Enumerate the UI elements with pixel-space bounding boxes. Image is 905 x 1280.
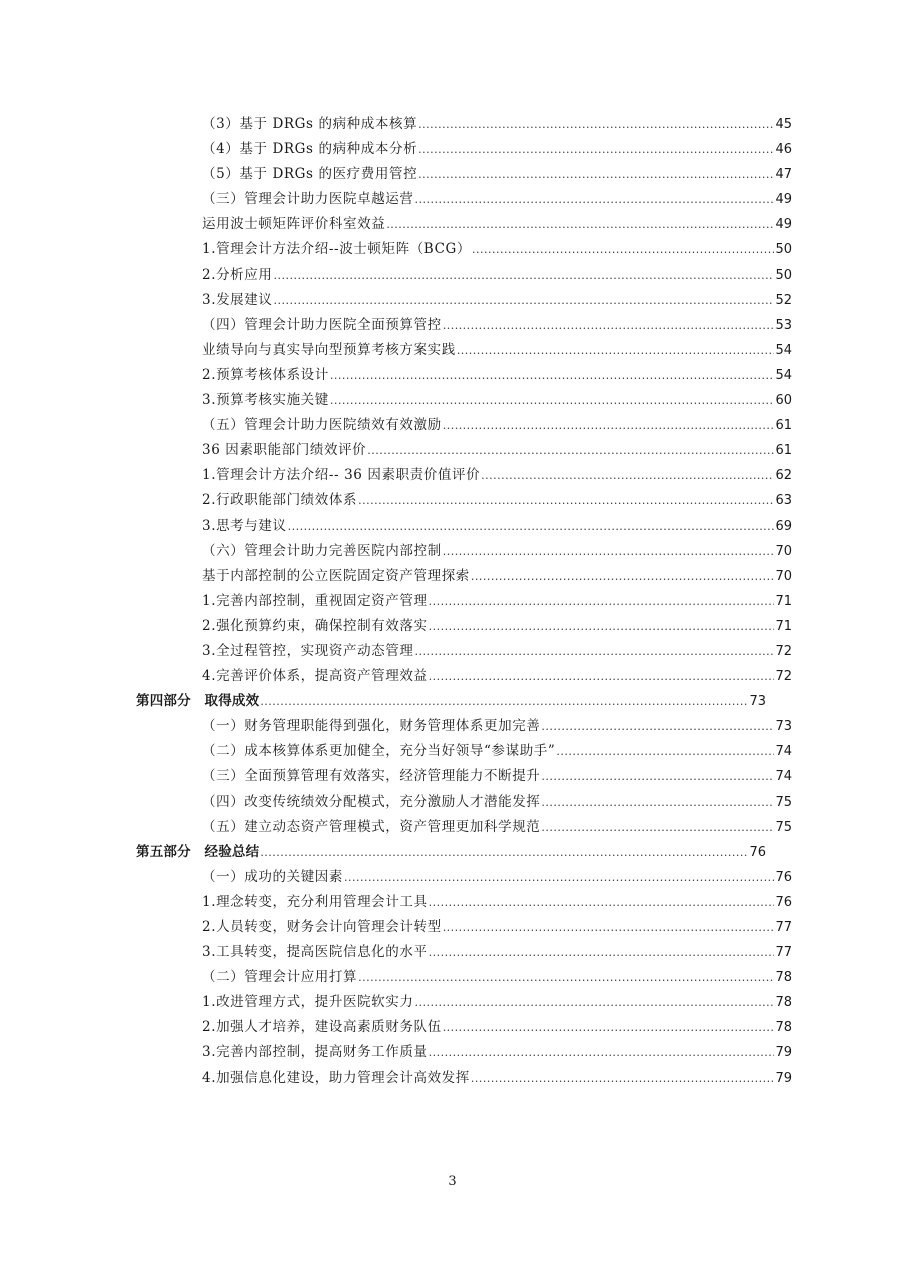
toc-entry[interactable] [202,1043,792,1062]
toc-entry-label: 3.完善内部控制，提高财务工作质量 [202,1044,428,1061]
toc-entry[interactable] [202,868,792,887]
toc-entry-row[interactable] [0,363,905,388]
toc-entry-row[interactable] [0,815,905,840]
toc-entry-row[interactable] [0,714,905,739]
toc-entry-row[interactable] [0,990,905,1015]
toc-entry[interactable] [202,517,792,536]
toc-entry-page: 78 [775,970,792,986]
toc-entry[interactable] [202,542,792,561]
dot-leader [457,342,775,360]
toc-entry[interactable] [202,416,792,435]
toc-entry-label: 36 因素职能部门绩效评价 [202,442,367,459]
toc-entry-label: （二）成本核算体系更加健全，充分当好领导“参谋助手” [202,743,556,760]
toc-entry[interactable] [202,1069,792,1088]
toc-entry[interactable] [202,793,792,812]
toc-entry[interactable] [202,291,792,310]
toc-entry[interactable] [202,968,792,987]
toc-entry-label: （二）管理会计应用打算 [202,969,358,986]
toc-entry-page: 63 [775,493,792,509]
dot-leader [429,894,775,912]
toc-entry[interactable] [202,993,792,1012]
toc-entry[interactable] [202,918,792,937]
toc-entry-page: 54 [775,367,792,383]
toc-entry-page: 49 [775,217,792,233]
toc-entry-label: 1.改进管理方式，提升医院软实力 [202,994,414,1011]
toc-entry[interactable] [202,240,792,259]
toc-part-row[interactable] [0,840,905,865]
toc-entry-row[interactable] [0,865,905,890]
dot-leader [541,819,774,837]
toc-entry-row[interactable] [0,790,905,815]
toc-entry-page: 47 [775,167,792,183]
toc-entry-page: 73 [775,719,792,735]
page-number: 3 [448,1174,457,1189]
toc-entry-row[interactable] [0,915,905,940]
toc-entry-page: 76 [775,894,792,910]
toc-entry[interactable] [202,366,792,385]
toc-entry-label: 2.预算考核体系设计 [202,366,329,383]
toc-entry-row[interactable] [0,212,905,237]
toc-entry-row[interactable] [0,890,905,915]
toc-entry-row[interactable] [0,438,905,463]
toc-entry-label: 2.分析应用 [202,266,273,283]
toc-entry[interactable] [202,1018,792,1037]
dot-leader [443,317,775,335]
dot-leader [260,844,748,862]
dot-leader [541,718,774,736]
toc-entry-page: 45 [775,117,792,132]
dot-leader [471,1070,775,1088]
toc-entry-page: 50 [775,267,792,283]
toc-entry-label: （四）管理会计助力医院全面预算管控 [202,316,442,333]
toc-entry-label: （一）成功的关键因素 [202,868,343,885]
toc-entry-row[interactable] [0,564,905,589]
toc-entry-label: 第五部分 经验总结 [136,843,260,860]
toc-entry-label: 3.工具转变，提高医院信息化的水平 [202,944,428,961]
dot-leader [358,969,774,987]
dot-leader [429,944,775,962]
toc-entry-label: 运用波士顿矩阵评价科室效益 [202,216,386,233]
toc-entry[interactable] [202,642,792,661]
toc-entry[interactable] [202,491,792,510]
toc-entry[interactable] [202,190,792,209]
toc-entry[interactable] [202,893,792,912]
dot-leader [443,417,775,435]
toc-entry-row[interactable] [0,1040,905,1065]
toc-entry-page: 71 [775,618,792,634]
toc-entry[interactable] [202,341,792,360]
toc-entry-label: 基于内部控制的公立医院固定资产管理探索 [202,567,470,584]
toc-entry-page: 69 [775,518,792,534]
toc-entry[interactable] [136,692,766,711]
toc-entry-page: 77 [775,920,792,935]
dot-leader [429,593,775,611]
toc-entry-row[interactable] [0,488,905,513]
toc-entry-label: 1.管理会计方法介绍--波士顿矩阵（BCG） [202,241,471,258]
toc-entry-label: （五）管理会计助力医院绩效有效激励 [202,417,442,434]
toc-entry-page: 72 [775,643,792,659]
dot-leader [330,367,775,385]
toc-entry-row[interactable] [0,539,905,564]
dot-leader [330,392,775,410]
toc-entry-page: 49 [775,192,792,208]
toc-entry-label: 业绩导向与真实导向型预算考核方案实践 [202,341,456,358]
dot-leader [418,166,774,184]
toc-entry-page: 50 [775,242,792,258]
toc-entry-row[interactable] [0,1066,905,1091]
dot-leader [443,919,775,937]
toc-entry[interactable] [136,843,766,862]
dot-leader [418,116,774,134]
toc-entry-page: 60 [775,393,792,409]
toc-entry-label: 第四部分 取得成效 [136,693,260,710]
toc-entry-label: 1.完善内部控制，重视固定资产管理 [202,592,428,609]
dot-leader [415,191,775,209]
dot-leader [541,768,774,786]
toc-entry-page: 75 [775,819,792,835]
toc-entry-label: 3.全过程管控，实现资产动态管理 [202,642,414,659]
toc-entry-page: 76 [775,869,792,885]
toc-entry-row[interactable] [0,764,905,789]
toc-entry[interactable] [202,767,792,786]
toc-entry-page: 53 [775,317,792,333]
toc-entry[interactable] [202,115,792,134]
toc-entry-row[interactable] [0,162,905,187]
toc-entry-page: 75 [775,794,792,810]
toc-part-row[interactable] [0,689,905,714]
toc-entry-row[interactable] [0,413,905,438]
dot-leader [429,1044,775,1062]
toc-entry-row[interactable] [0,639,905,664]
toc-entry[interactable] [202,667,792,686]
toc-entry[interactable] [202,391,792,410]
toc-entry[interactable] [202,592,792,611]
toc-entry-page: 79 [775,1070,792,1086]
dot-leader [260,693,748,711]
dot-leader [414,643,774,661]
toc-entry-page: 52 [775,292,792,308]
toc-entry-row[interactable] [0,237,905,262]
toc-entry-row[interactable] [0,137,905,162]
dot-leader [367,442,774,460]
toc-entry-label: 1.管理会计方法介绍-- 36 因素职责价值评价 [202,467,481,484]
dot-leader [472,241,774,259]
toc-entry-page: 79 [775,1045,792,1061]
toc-entry-label: 1.理念转变，充分利用管理会计工具 [202,893,428,910]
toc-entry-page: 62 [775,468,792,484]
toc-entry-page: 74 [775,744,792,760]
toc-entry[interactable] [202,717,792,736]
dot-leader [429,618,775,636]
toc-entry-label: （3）基于 DRGs 的病种成本核算 [202,116,418,132]
toc-entry-page: 54 [775,342,792,358]
toc-entry-label: 4.完善评价体系，提高资产管理效益 [202,668,428,685]
toc-entry-label: （4）基于 DRGs 的病种成本分析 [202,141,418,158]
dot-leader [443,543,775,561]
toc-entry-label: 3.发展建议 [202,291,273,308]
toc-entry-label: 2.强化预算约束，确保控制有效落实 [202,617,428,634]
toc-entry-row[interactable] [0,664,905,689]
toc-entry-row[interactable] [0,112,905,137]
toc-entry-row[interactable] [0,187,905,212]
toc-entry-label: （一）财务管理职能得到强化，财务管理体系更加完善 [202,718,541,735]
toc-entry-label: 2.加强人才培养，建设高素质财务队伍 [202,1019,442,1036]
toc-entry-row[interactable] [0,313,905,338]
dot-leader [344,869,774,887]
toc-entry-label: （5）基于 DRGs 的医疗费用管控 [202,166,418,183]
toc-entry[interactable] [202,316,792,335]
dot-leader [429,668,775,686]
toc-entry-page: 72 [775,669,792,685]
dot-leader [414,994,774,1012]
toc-entry[interactable] [202,165,792,184]
toc-entry-page: 78 [775,1020,792,1036]
dot-leader [358,492,774,510]
toc-entry-page: 78 [775,995,792,1011]
toc-entry-label: （五）建立动态资产管理模式，资产管理更加科学规范 [202,818,541,835]
toc-entry-row[interactable] [0,338,905,363]
toc-entry-page: 76 [749,844,766,860]
toc-entry[interactable] [202,215,792,234]
table-of-contents [0,112,905,1091]
toc-entry-label: 2.人员转变，财务会计向管理会计转型 [202,919,442,935]
toc-entry-label: （六）管理会计助力完善医院内部控制 [202,542,442,559]
toc-entry[interactable] [202,742,792,761]
toc-entry-page: 61 [775,443,792,459]
toc-entry-row[interactable] [0,739,905,764]
toc-entry-row[interactable] [0,589,905,614]
toc-entry-label: 4.加强信息化建设，助力管理会计高效发挥 [202,1069,470,1086]
toc-entry[interactable] [202,466,792,485]
toc-entry-page: 77 [775,945,792,961]
toc-entry[interactable] [202,441,792,460]
toc-entry[interactable] [202,617,792,636]
dot-leader [443,1019,775,1037]
toc-entry-page: 61 [775,418,792,434]
dot-leader [288,518,775,536]
toc-entry-page: 71 [775,593,792,609]
toc-entry-label: 3.预算考核实施关键 [202,392,329,409]
toc-entry-label: （四）改变传统绩效分配模式，充分激励人才潜能发挥 [202,793,541,810]
toc-entry-row[interactable] [0,1015,905,1040]
toc-entry-page: 74 [775,769,792,785]
dot-leader [481,467,774,485]
toc-entry-label: （三）管理会计助力医院卓越运营 [202,191,414,208]
toc-entry-row[interactable] [0,614,905,639]
toc-entry-page: 46 [775,142,792,158]
toc-entry-page: 70 [775,543,792,559]
toc-entry[interactable] [202,567,792,586]
dot-leader [471,568,775,586]
toc-entry[interactable] [202,266,792,285]
toc-entry-page: 70 [775,568,792,584]
toc-entry-label: 3.思考与建议 [202,517,287,534]
dot-leader [418,141,774,159]
dot-leader [541,794,774,812]
toc-entry[interactable] [202,818,792,837]
toc-entry-row[interactable] [0,463,905,488]
toc-entry-page: 73 [749,694,766,710]
dot-leader [386,216,774,234]
toc-entry-row[interactable] [0,288,905,313]
toc-entry-row[interactable] [0,514,905,539]
toc-entry[interactable] [202,943,792,962]
toc-entry-row[interactable] [0,940,905,965]
toc-entry-row[interactable] [0,263,905,288]
toc-entry-row[interactable] [0,388,905,413]
dot-leader [556,743,774,761]
toc-entry-row[interactable] [0,965,905,990]
dot-leader [273,292,774,310]
toc-entry-label: 2.行政职能部门绩效体系 [202,492,358,509]
dot-leader [273,267,774,285]
toc-entry[interactable] [202,140,792,159]
toc-entry-label: （三）全面预算管理有效落实，经济管理能力不断提升 [202,768,541,785]
